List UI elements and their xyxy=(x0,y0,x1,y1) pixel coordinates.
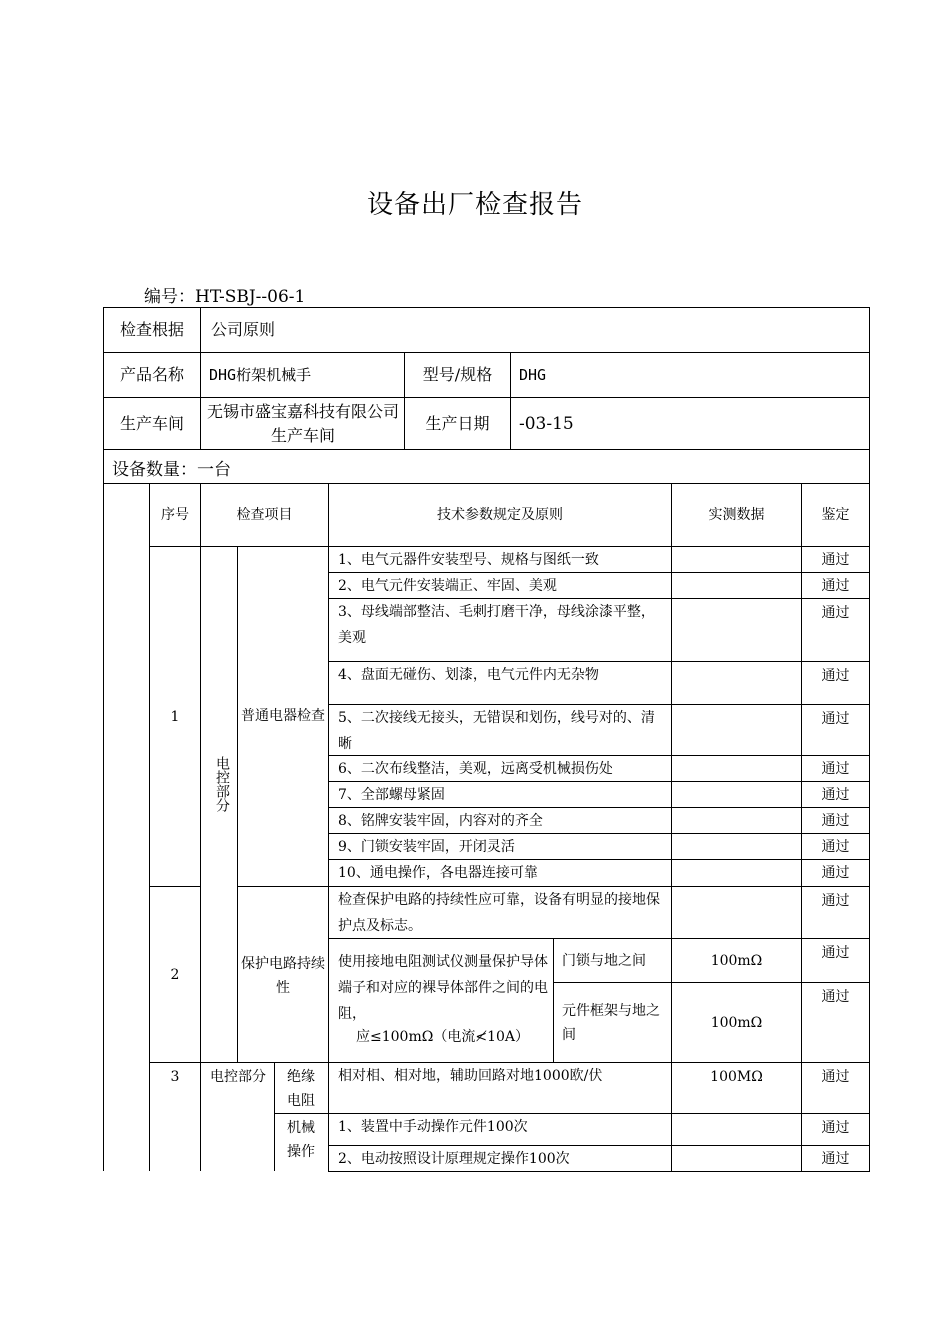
header-seq: 序号 xyxy=(161,507,189,523)
sub-row-12: 门锁与地之间 xyxy=(562,952,646,969)
result-row-6: 通过 xyxy=(821,760,850,777)
spec-row-12: 使用接地电阻测试仪测量保护导体端子和对应的裸导体部件之间的电阻， xyxy=(338,954,548,1022)
group-1-subcategory: 普通电器检查 xyxy=(241,708,325,724)
result-row-12: 通过 xyxy=(821,945,850,961)
spec-row-7: 7、全部螺母紧固 xyxy=(338,787,445,803)
result-row-10: 通过 xyxy=(821,865,850,881)
group-2-subcategory: 保护电路持续性 xyxy=(241,956,325,996)
product-name-label: 产品名称 xyxy=(119,365,184,384)
group-2-seq: 2 xyxy=(170,966,180,983)
spec-row-8: 8、铭牌安装牢固，内容对的齐全 xyxy=(338,813,543,829)
spec-row-11: 检查保护电路的持续性应可靠，设备有明显的接地保护点及标志。 xyxy=(338,892,660,934)
result-row-1: 通过 xyxy=(821,551,850,568)
workshop-value: 无锡市盛宝嘉科技有限公司生产车间 xyxy=(206,401,399,445)
spec-row-4: 4、盘面无碰伤、划漆，电气元件内无杂物 xyxy=(338,667,599,683)
production-date-label: 生产日期 xyxy=(425,413,490,433)
header-spec: 技术参数规定及原则 xyxy=(437,507,563,523)
spec-row-3: 3、母线端部整洁、毛刺打磨干净，母线涂漆平整，美观 xyxy=(338,604,655,646)
result-row-14: 通过 xyxy=(821,1069,850,1085)
header-item: 检查项目 xyxy=(236,507,293,523)
measured-row-14: 100MΩ xyxy=(710,1069,763,1085)
result-row-4: 通过 xyxy=(821,668,850,684)
header-measured: 实测数据 xyxy=(708,507,765,523)
group-3-seq: 3 xyxy=(170,1069,180,1085)
group-1-category xyxy=(209,756,229,821)
group-3-category: 电控部分 xyxy=(210,1069,266,1085)
result-row-7: 通过 xyxy=(821,786,850,803)
spec-row-10: 10、通电操作，各电器连接可靠 xyxy=(338,865,538,881)
spec-row-5: 5、二次接线无接头，无错误和划伤，线号对的、清晰 xyxy=(338,710,655,752)
spec-row-12-limit: 应≤100mΩ（电流≮10A） xyxy=(356,1029,529,1045)
basis-value: 公司原则 xyxy=(211,320,276,339)
measured-row-13: 100mΩ xyxy=(710,1014,763,1031)
workshop-label: 生产车间 xyxy=(119,413,184,433)
result-row-11: 通过 xyxy=(821,893,850,909)
equipment-quantity: 设备数量：一台 xyxy=(112,460,231,480)
model-value: DHG xyxy=(519,366,547,384)
result-row-13: 通过 xyxy=(821,989,850,1005)
product-name-value: DHG桁架机械手 xyxy=(209,366,312,384)
header-result: 鉴定 xyxy=(821,507,850,523)
result-row-8: 通过 xyxy=(821,812,850,829)
spec-row-2: 2、电气元件安装端正、牢固、美观 xyxy=(338,578,557,594)
result-row-9: 通过 xyxy=(821,838,850,855)
basis-label: 检查根据 xyxy=(119,320,184,339)
measured-row-12: 100mΩ xyxy=(710,952,763,969)
spec-row-1: 1、电气元器件安装型号、规格与图纸一致 xyxy=(338,552,599,568)
spec-row-16: 2、电动按照设计原理规定操作100次 xyxy=(338,1151,570,1167)
model-label: 型号/规格 xyxy=(422,365,493,384)
spec-row-15: 1、装置中手动操作元件100次 xyxy=(338,1119,528,1135)
result-row-15: 通过 xyxy=(821,1120,850,1136)
document-number: 编号：HT-SBJ--06-1 xyxy=(144,287,306,307)
mechanical-operation-label: 机械操作 xyxy=(287,1120,315,1160)
group-1-seq: 1 xyxy=(170,708,180,725)
spec-row-6: 6、二次布线整洁，美观，远离受机械损伤处 xyxy=(338,761,613,777)
category-text: 电控部分 xyxy=(214,756,230,812)
spec-row-9: 9、门锁安装牢固，开闭灵活 xyxy=(338,839,515,855)
production-date-value: -03-15 xyxy=(519,413,574,434)
result-row-5: 通过 xyxy=(821,711,850,727)
sub-row-13: 元件框架与地之间 xyxy=(562,1002,660,1043)
result-row-3: 通过 xyxy=(821,605,850,621)
insulation-resistance-label: 绝缘电阻 xyxy=(287,1069,315,1109)
spec-row-14: 相对相、相对地，辅助回路对地1000欧/伏 xyxy=(338,1068,603,1084)
result-row-2: 通过 xyxy=(821,577,850,594)
result-row-16: 通过 xyxy=(821,1150,850,1167)
page-title: 设备出厂检查报告 xyxy=(366,190,583,220)
